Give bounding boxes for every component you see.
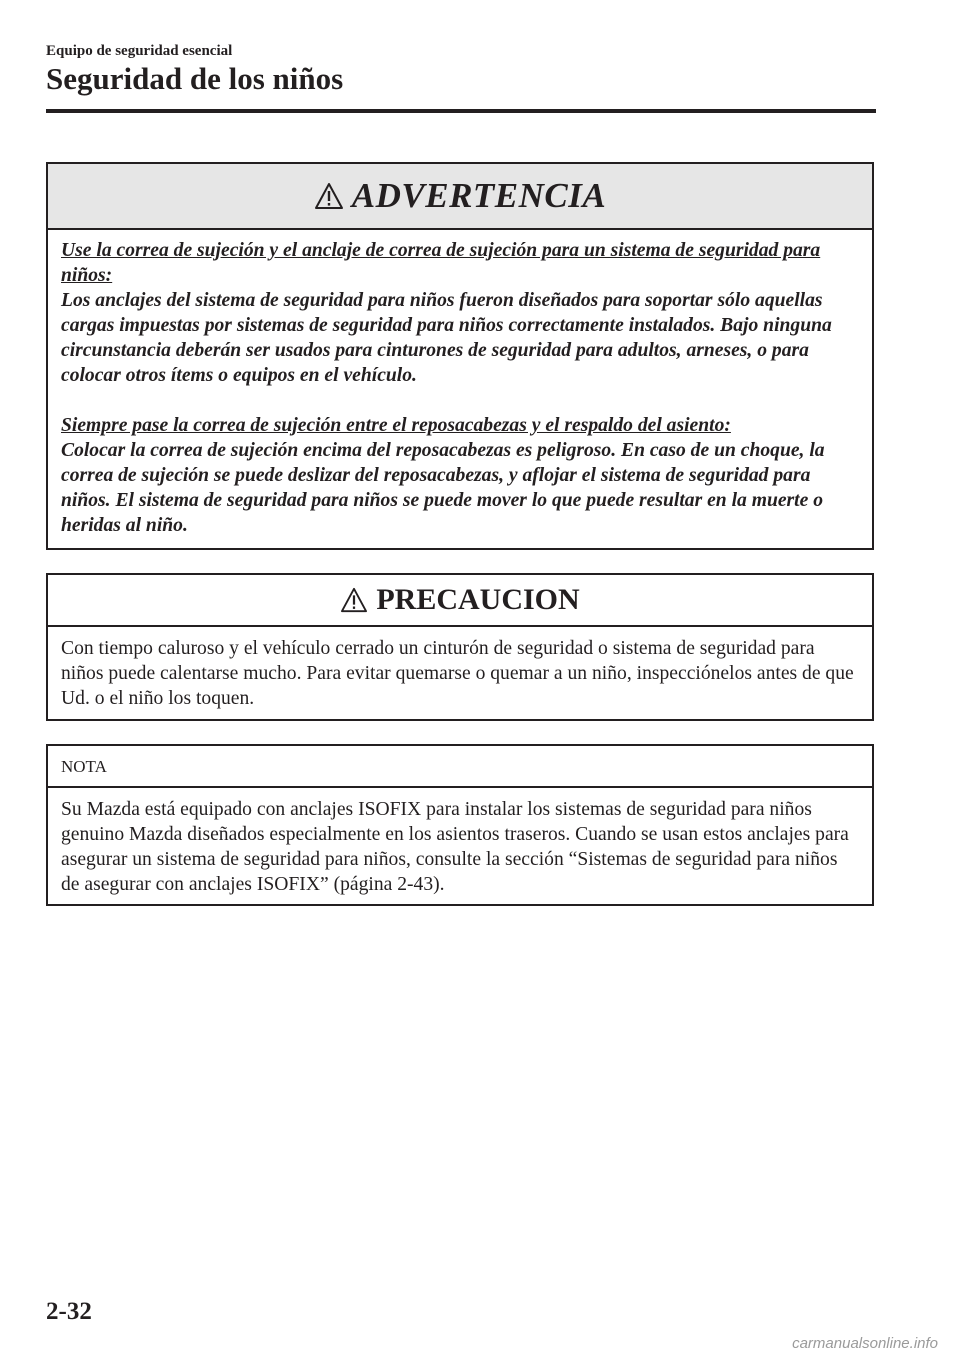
caution-title: PRECAUCION <box>376 583 580 616</box>
page-number: 2-32 <box>46 1298 92 1325</box>
watermark-logo: carmanualsonline.info <box>792 1335 938 1352</box>
warning-paragraph <box>61 238 858 388</box>
page-title: Seguridad de los niños <box>46 61 344 96</box>
caution-header <box>48 575 872 627</box>
warning-body <box>48 230 872 538</box>
title-divider <box>46 109 876 113</box>
warning-box <box>46 162 874 550</box>
caution-text: Con tiempo caluroso y el vehículo cerrado un cinturón de seguridad o sistema de seguridad para niños puede calentarse mucho. Para evitar quemarse o quemar a un niño, inspecciónelos antes de que Ud. o el niño los toquen. <box>61 638 854 709</box>
warning-triangle-icon <box>314 182 344 210</box>
section-label: Equipo de seguridad esencial <box>46 43 233 59</box>
note-body <box>48 788 872 897</box>
warning-paragraph <box>61 413 858 538</box>
note-box <box>46 744 874 906</box>
warning-triangle-icon <box>340 587 368 613</box>
note-title: NOTA <box>48 746 872 788</box>
caution-box <box>46 573 874 721</box>
note-text: Su Mazda está equipado con anclajes ISOFIX para instalar los sistemas de seguridad para niños genuino Mazda diseñados especialmente en los asientos traseros. Cuando se usan estos anclajes para asegurar un sistema de seguridad para niños, consulte la sección “Sistemas de seguridad para niños de asegurar con anclajes ISOFIX” (página 2-43). <box>61 799 849 895</box>
caution-body <box>48 627 872 711</box>
warning-paragraph-text: Colocar la correa de sujeción encima del reposacabezas es peligroso. En caso de un choque, la correa de sujeción se puede deslizar del reposacabezas, y aflojar el sistema de seguridad para niños. El sistema de seguridad para niños se puede mover lo que puede resultar en la muerte o heridas al niño. <box>61 440 825 536</box>
warning-paragraph-heading: Use la correa de sujeción y el anclaje de correa de sujeción para un sistema de seguridad para niños: <box>61 240 821 286</box>
warning-paragraph-text: Los anclajes del sistema de seguridad para niños fueron diseñados para soportar sólo aquellas cargas impuestas por sistemas de seguridad para niños correctamente instalados. Bajo ninguna circunstancia deberán ser usados para cinturones de seguridad para adultos, arneses, o para colocar otros ítems o equipos en el vehículo. <box>61 290 832 386</box>
warning-header <box>48 164 872 230</box>
warning-paragraph-heading: Siempre pase la correa de sujeción entre el reposacabezas y el respaldo del asiento: <box>61 415 731 436</box>
warning-title: ADVERTENCIA <box>351 176 607 215</box>
